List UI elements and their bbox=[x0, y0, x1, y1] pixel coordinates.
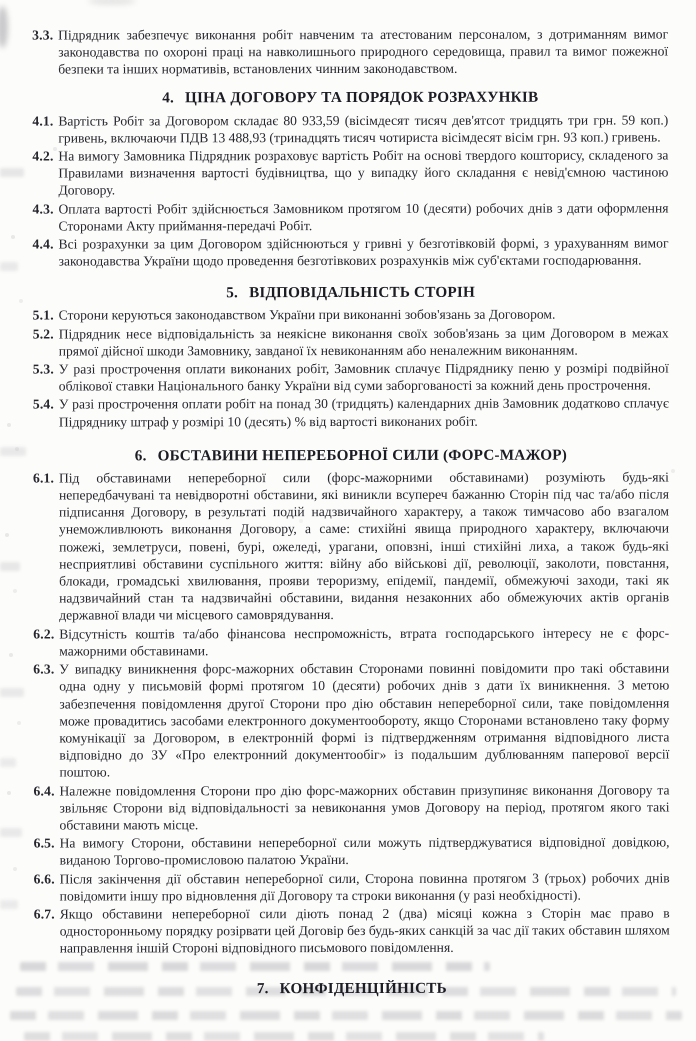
section-3-tail bbox=[32, 25, 668, 78]
section-number: 5. bbox=[226, 284, 239, 302]
clause-number: 4.2. bbox=[32, 148, 54, 164]
section-heading bbox=[32, 87, 668, 107]
section-4 bbox=[32, 87, 668, 270]
clause-number: 4.1. bbox=[32, 113, 54, 129]
clause-text: Відсутність коштів та/або фінансова неспроможність, втрата господарського інтересу не є форс-мажорними обставинами. bbox=[59, 625, 670, 659]
section-number: 6. bbox=[134, 447, 147, 465]
clause-item bbox=[32, 111, 668, 147]
section-title: ЦІНА ДОГОВОРУ ТА ПОРЯДОК РОЗРАХУНКІВ bbox=[185, 88, 539, 106]
clause-number: 6.6. bbox=[33, 871, 55, 887]
contract-body bbox=[32, 25, 670, 998]
clause-item bbox=[34, 834, 670, 870]
clause-text: Після закінчення дії обставин непереборної сили, Сторона повинна протягом 3 (трьох) робочих днів повідомити іншу про відновлення дії Договору та строки виконання (у разі необхідності). bbox=[59, 869, 670, 904]
clause-number: 3.3. bbox=[32, 27, 54, 43]
ghost-bleedthrough-mark bbox=[0, 688, 24, 697]
clause-item bbox=[34, 869, 670, 905]
ghost-bleedthrough-mark bbox=[0, 900, 18, 909]
clause-number: 6.4. bbox=[33, 783, 55, 799]
clause-text: Всі розрахунки за цим Договором здійснюються у гривні у безготівковій формі, з урахуванням вимог законодавства України щодо проведення безготівкових розрахунків між суб'єктами господарювання. bbox=[58, 235, 669, 269]
clause-text: У випадку виникнення форс-мажорних обставин Сторонами повинні повідомити про такі обставини одна одну у письмовій формі протягом 10 (десяти) робочих днів з дати їх виникнення. З метою забезпечення повідомлення другої Сторони про дію обставин непереборної сили, таке повідомлення може провадитись засобами електронного документообороту, якщо Сторонами встановлено таку форму комунікації за Договором, в електронній формі із підтвердженням отримання відповідного листа відповідно до ЗУ «Про електронний документообіг» із подальшим дублюванням паперової версії поштою. bbox=[59, 660, 670, 780]
section-title: КОНФІДЕНЦІЙНІСТЬ bbox=[279, 979, 447, 997]
ghost-bleedthrough-mark bbox=[0, 758, 16, 767]
clause-number: 5.2. bbox=[32, 326, 54, 342]
clause-number: 6.3. bbox=[33, 661, 55, 677]
ghost-bleedthrough-mark bbox=[0, 262, 18, 271]
scan-smudge-corner bbox=[0, 6, 8, 48]
clause-item bbox=[33, 624, 669, 660]
clause-item bbox=[34, 904, 670, 957]
ghost-bleedthrough-mark bbox=[0, 828, 22, 837]
scan-noise bbox=[0, 0, 2, 2]
clause-text: Сторони керуються законодавством України при виконанні зобов'язань за Договором. bbox=[58, 307, 556, 323]
section-heading bbox=[33, 283, 669, 303]
clause-item bbox=[33, 395, 669, 431]
clause-text: На вимогу Сторони, обставини непереборної сили можуть підтверджуватися відповідної довідкою, виданою Торгово-промисловою палатою України. bbox=[59, 834, 670, 868]
clause-item bbox=[33, 306, 669, 324]
clause-number: 6.5. bbox=[33, 835, 55, 851]
clause-text: Підрядник забезпечує виконання робіт навченим та атестованим персоналом, з дотриманням вимог законодавства по охороні праці на навколишнього природного середовища, правил та вимог пожежної безпеки та інших нормативів, встановлених чинним законодавством. bbox=[58, 26, 669, 77]
clause-text: Належне повідомлення Сторони про дію форс-мажорних обставин призупиняє виконання Договору та звільняє Сторони від відповідальності за невиконання умов Договору на період, протягом якого такі обставини мають місце. bbox=[59, 781, 670, 833]
clause-item bbox=[33, 324, 669, 360]
clause-text: Вартість Робіт за Договором складає 80 933,59 (вісімдесят тисяч дев'ятсот тридцять три грн. 59 коп.) гривень, включаючи ПДВ 13 488,93 (тринадцять тисяч чотириста вісімдесят вісім грн. 93 коп.) гривень. bbox=[58, 112, 669, 146]
clause-number: 4.4. bbox=[32, 236, 54, 252]
clause-text: Оплата вартості Робіт здійснюється Замовником протягом 10 (десяти) робочих днів з дати оформлення Сторонами Акту приймання-передачі Робіт. bbox=[58, 200, 669, 234]
clause-item bbox=[33, 234, 669, 270]
clause-text: Під обставинами непереборної сили (форс-мажорними обставинами) розуміють будь-які непередбачувані та невідворотні обставини, які виникли всупереч бажанню Сторін під час та/або після підписання Договору, в результаті подій надзвичайного характеру, а також тимчасово або взагалом унеможливлюють виконання Договору, а саме: стихійні явища природного характеру, включаючи пожежі, землетруси, повені, бурі, ожеледі, урагани, оповзні, інші стихійні лиха, а також будь-які несприятливі обставини суспільного життя: війну або військові дії, революції, заколоти, повстання, блокади, громадські хвилювання, прояви тероризму, епідемії, пандемії, обмежуючі заходи, такі як надзвичайний стан та надзвичайні обставини, видання незаконних або обмежуючих актів органів державної влади чи місцевого самоврядування. bbox=[58, 469, 670, 623]
section-number: 7. bbox=[256, 979, 269, 997]
clause-text: У разі прострочення оплати робіт на понад 30 (тридцять) календарних днів Замовник додатково сплачує Підряднику штраф у розмірі 10 (десять) % від вартості виконаних робіт. bbox=[58, 395, 669, 430]
clause-number: 5.4. bbox=[32, 396, 55, 413]
clause-text: У разі прострочення оплати виконаних робіт, Замовник сплачує Підряднику пеню у розмірі подвійної облікової ставки Національного банку України від суми заборгованості за кожний день прострочення. bbox=[58, 360, 669, 394]
clause-item bbox=[33, 781, 669, 834]
clause-number: 5.1. bbox=[32, 307, 54, 323]
ghost-bleedthrough-mark bbox=[0, 447, 26, 456]
section-title: ВІДПОВІДАЛЬНІСТЬ СТОРІН bbox=[249, 284, 475, 302]
clause-item bbox=[33, 468, 669, 624]
clause-number: 4.3. bbox=[32, 201, 54, 217]
clause-item bbox=[33, 660, 669, 782]
section-5 bbox=[33, 283, 669, 431]
clause-text: На вимогу Замовника Підрядник розраховує вартість Робіт на основі твердого кошторису, складеного за Правилами визначення вартості будівництва, що у випадку його складання є невід'ємною частиною Договору. bbox=[58, 147, 669, 198]
section-heading bbox=[33, 445, 669, 465]
ghost-bleedthrough-mark bbox=[0, 562, 20, 571]
section-heading bbox=[34, 978, 670, 998]
clause-item bbox=[33, 359, 669, 395]
clause-number: 6.2. bbox=[33, 626, 55, 642]
section-6 bbox=[33, 445, 670, 957]
ghost-bleedthrough-mark bbox=[0, 168, 24, 177]
clause-number: 5.3. bbox=[32, 361, 54, 377]
section-7 bbox=[34, 978, 670, 998]
section-number: 4. bbox=[162, 88, 175, 106]
clause-number: 6.1. bbox=[32, 470, 55, 486]
scan-smudge-top bbox=[88, 0, 136, 5]
clause-item bbox=[32, 25, 668, 78]
clause-text: Якщо обставини непереборної сили діють понад 2 (два) місяці кожна з Сторін має право в односторонньому порядку розірвати цей Договір без будь-яких санкцій за час дії таких обставин шляхом направлення іншій Стороні відповідного письмового повідомлення. bbox=[59, 905, 670, 956]
clause-item bbox=[32, 146, 668, 199]
clause-number: 6.7. bbox=[33, 906, 55, 922]
ghost-bleedthrough-line bbox=[10, 1011, 682, 1020]
section-title: ОБСТАВИНИ НЕПЕРЕБОРНОЇ СИЛИ (ФОРС-МАЖОР) bbox=[157, 446, 568, 465]
clause-item bbox=[32, 199, 668, 235]
clause-text: Підрядник несе відповідальність за неякісне виконання своїх зобов'язань за цим Договором в межах прямої дійсної шкоди Замовнику, завданої їх невиконанням або неналежним виконанням. bbox=[58, 325, 669, 359]
